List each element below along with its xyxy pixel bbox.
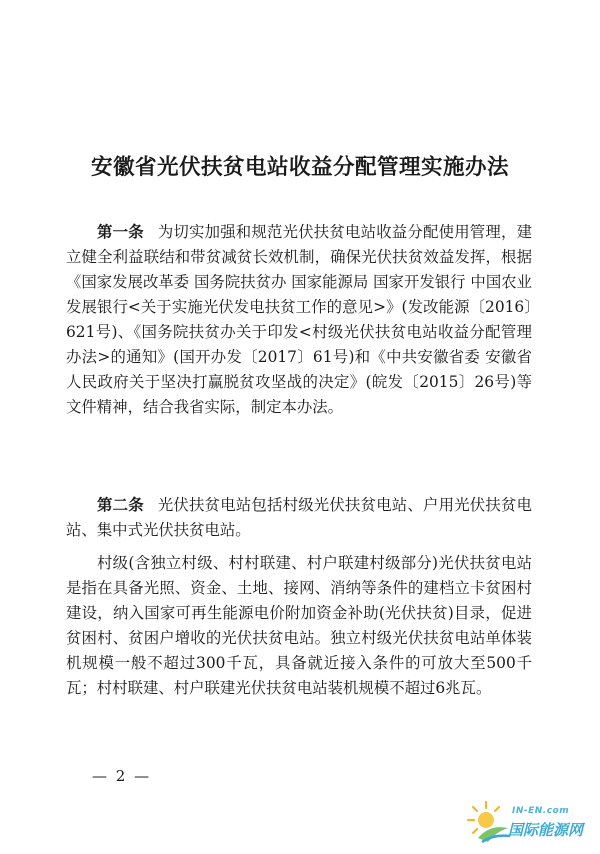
article-2-text: 光伏扶贫电站包括村级光伏扶贫电站、户用光伏扶贫电站、集中式光伏扶贫电站。 [66, 496, 532, 539]
paragraph-village-level: 村级(含独立村级、村村联建、村户联建村级部分)光伏扶贫电站是指在具备光照、资金、土地、接网、消纳等条件的建档立卡贫困村建设，纳入国家可再生能源电价附加资金补助(光伏扶贫)目录，促进贫困村、贫困户增收的光伏扶贫电站。独立村级光伏扶贫电站单体装机规模一般不超过300千瓦，具备就近接入条件的可放大至500千瓦；村村联建、村户联建光伏扶贫电站装机规模不超过6兆瓦。 [66, 554, 532, 697]
document-title: 安徽省光伏扶贫电站收益分配管理实施办法 [90, 155, 509, 180]
watermark [464, 798, 594, 848]
article-1-text: 为切实加强和规范光伏扶贫电站收益分配使用管理，建立健全利益联结和带贫减贫长效机制，确保光伏扶贫效益发挥，根据《国家发展改革委 国务院扶贫办 国家能源局 国家开发银行 中国农业发展银行<关于实施光伏发电扶贫工作的意见>》(发改能源〔2016〕621号)、《国务院扶贫办关于印发<村级光伏扶贫电站收益分配管理办法>的通知》(国开办发〔2017〕61号)和《中共安徽省委 安徽省人民政府关于坚决打赢脱贫攻坚战的决定》(皖发〔2015〕26号)等文件精神，结合我省实际，制定本办法。 [66, 223, 532, 416]
article-1-paragraph [66, 220, 532, 420]
sun-logo-icon [464, 798, 512, 846]
article-2-label: 第二条 [97, 496, 144, 514]
article-2-paragraph [66, 493, 532, 543]
page-number: — 2 — [92, 767, 152, 785]
watermark-site-name: 国际能源网 [508, 821, 584, 839]
article-1-label: 第一条 [97, 223, 144, 241]
watermark-url: IN-EN.com [512, 806, 570, 816]
